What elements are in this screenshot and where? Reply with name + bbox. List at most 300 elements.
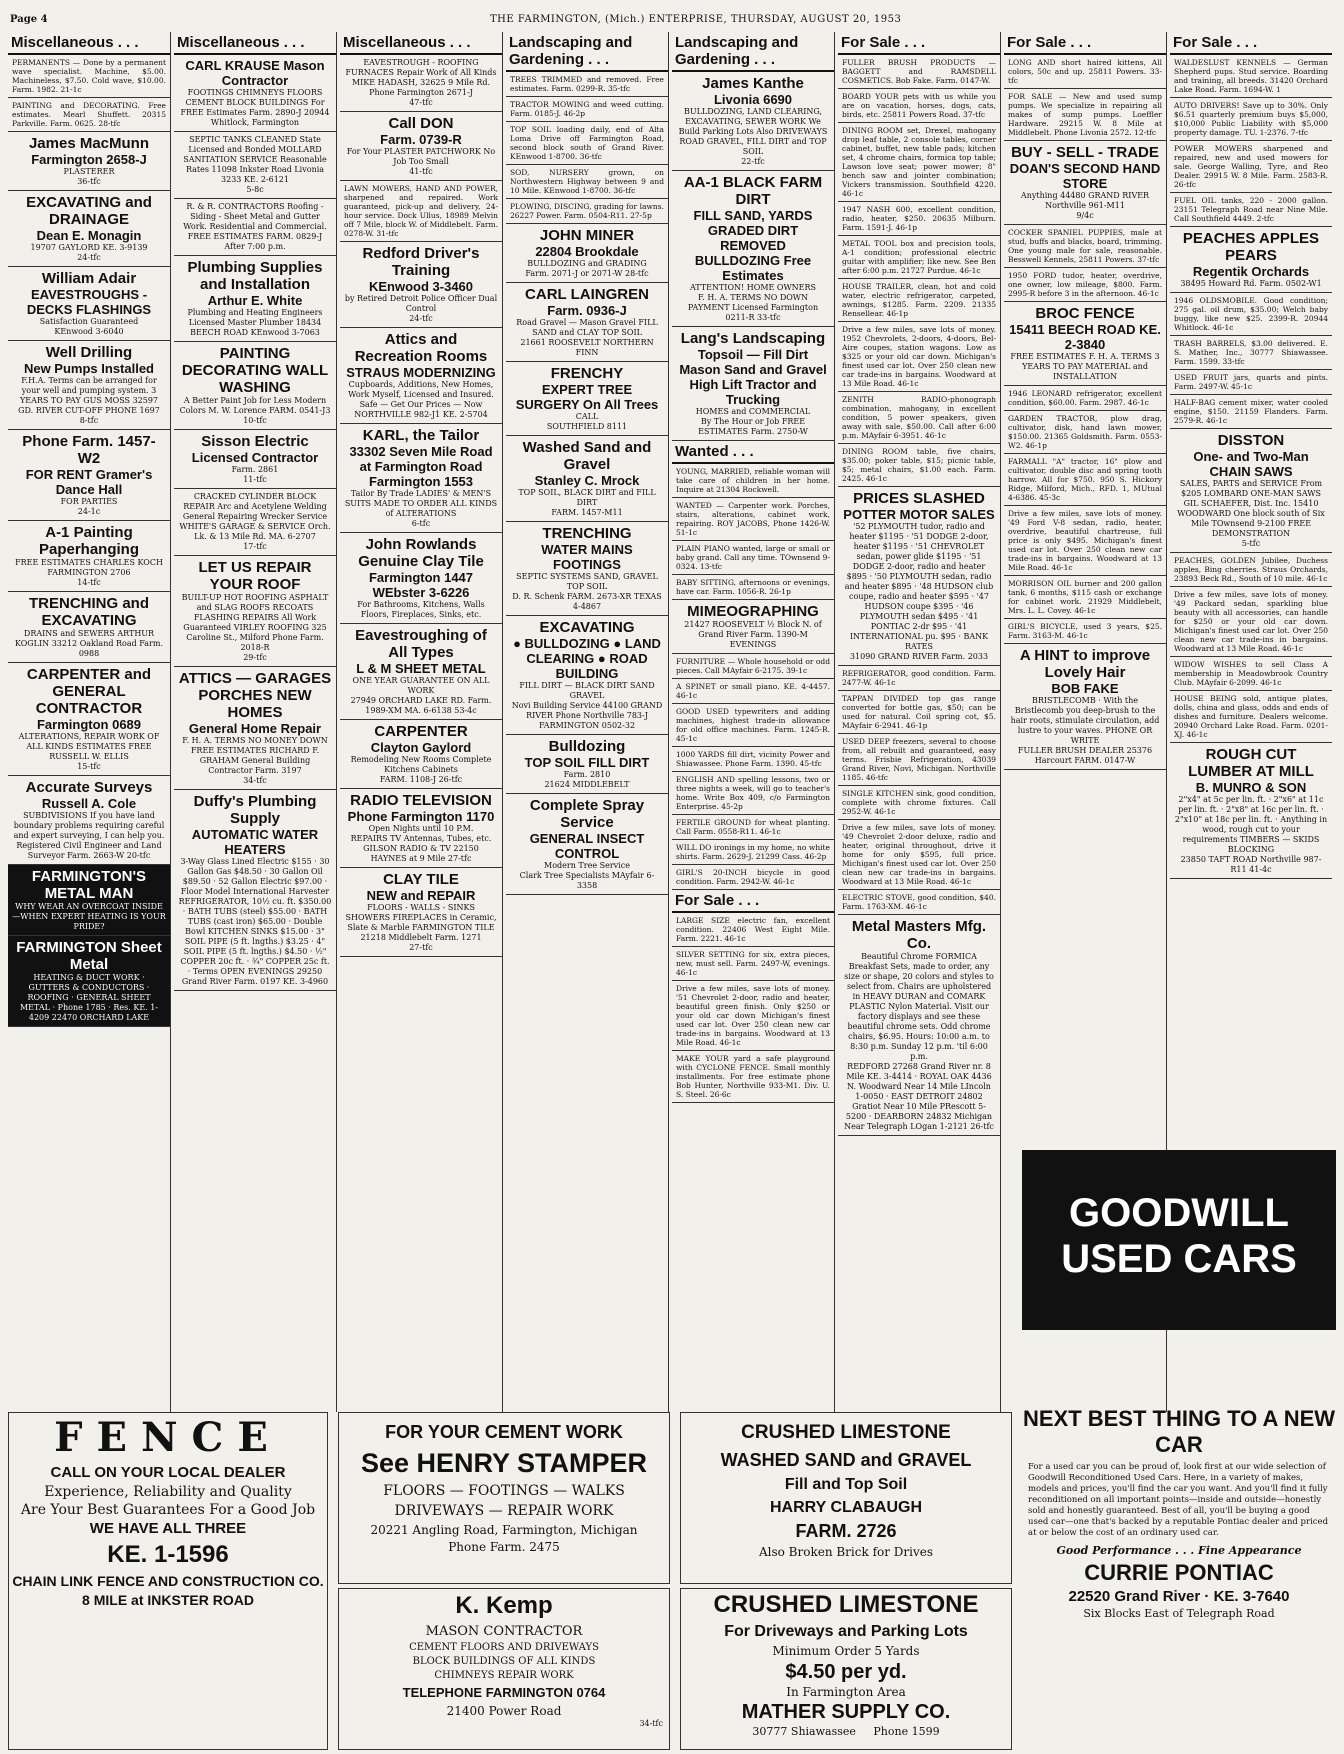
display-ad (672, 600, 834, 654)
stamper-ad (338, 1412, 670, 1584)
ad-text: A SPINET or small piano. KE. 4-4457. 46-1c (676, 682, 830, 700)
column-3 (340, 32, 503, 1412)
display-ad (506, 522, 668, 616)
ad-tail: Farm. 2071-J or 2071-W 28-tfc (525, 269, 649, 278)
ad-head: Bulldozing (548, 738, 626, 755)
display-ad (174, 55, 336, 132)
ad-head: CARPENTER and GENERAL CONTRACTOR (26, 666, 152, 717)
display-ad (8, 132, 170, 191)
display-ad (672, 171, 834, 327)
ad-text: FUEL OIL tanks, 220 - 2000 gallon. 23151 Telegraph Road near Nine Mile. Call Southfield 4449. 2-tfc (1174, 196, 1328, 223)
fence-ad-phone: KE. 1-1596 (107, 1541, 229, 1568)
ad-big: EXPERT TREE SURGERY On All Trees (515, 382, 659, 412)
ad-text: LARGE SIZE electric fan, excellent condition. 22406 West Eight Mile. Farm. 2221. 46-1c (676, 916, 830, 943)
stamper-ad-phone: Phone Farm. 2475 (448, 1540, 560, 1554)
classified-ad (1170, 691, 1332, 743)
ad-big: Farmington 0689 (36, 717, 142, 732)
section-heading: Miscellaneous . . . (340, 32, 502, 55)
display-ad (174, 342, 336, 430)
ad-text: BULLDOZING and GRADING (527, 259, 647, 268)
mather-ad-price: $4.50 per yd. (785, 1661, 907, 1683)
fence-ad (8, 1412, 328, 1750)
classified-ad (506, 165, 668, 199)
ad-text: TOP SOIL, BLACK DIRT and FILL DIRT (518, 488, 656, 507)
ad-text: WIDOW WISHES to sell Class A membership in Meadowbrook Country Club. MAyfair 6-2099. 46-1c (1174, 660, 1328, 687)
clabaugh-ad-line: Fill and Top Soil (784, 1476, 908, 1493)
classified-ad (506, 72, 668, 97)
masthead (0, 8, 1344, 28)
ad-text: BOARD YOUR pets with us while you are on vacation, horses, dogs, cats, birds, etc. 25811 Powers Road. 37-tfc (842, 92, 996, 119)
mather-ad-company: MATHER SUPPLY CO. (741, 1701, 951, 1723)
ad-text: Beautiful Chrome FORMICA Breakfast Sets, made to order, any size or shape, 20 colors and styles to select from. Chairs are upholstered in HEAVY DURAN and COMARK PLASTIC Nylon Material. Visit our factory displays and see these beautiful chrome sets. Odd chrome chairs, $6.95. Hours: 10:00 a.m. to 8:30 p.m. Sunday 12 p.m. 'til 6:00 p.m. (844, 952, 994, 1061)
ad-head: FARMINGTON Sheet Metal (16, 939, 162, 973)
ad-tail: 21624 MIDDLEBELT (544, 780, 630, 789)
ad-tail: REPAIRS TV Antennas, Tubes, etc. GILSON RADIO & TV 22150 HAYNES at 9 Mile 27-tfc (350, 834, 492, 863)
section-heading: Miscellaneous . . . (8, 32, 170, 55)
ad-text: Road Gravel — Mason Gravel FILL SAND and CLAY TOP SOIL (516, 318, 658, 337)
ad-text: CALL (575, 412, 599, 421)
ad-head: William Adair (41, 270, 137, 287)
ad-text: F. H. A. TERMS NO MONEY DOWN FREE ESTIMATES RICHARD F. GRAHAM General Building Contractor Farm. 3197 (182, 736, 328, 775)
ad-text: FILL DIRT — BLACK DIRT SAND GRAVEL (519, 681, 655, 700)
ad-head: PEACHES APPLES PEARS (1182, 230, 1320, 264)
classified-ad (838, 322, 1000, 392)
clabaugh-ad-line: Also Broken Brick for Drives (758, 1545, 934, 1559)
ad-text: FERTILE GROUND for wheat planting. Call Farm. 0558-R11. 46-1c (676, 818, 830, 836)
ad-big: Russell A. Cole (41, 796, 137, 811)
fence-ad-line: WE HAVE ALL THREE (89, 1520, 247, 1537)
column-5 (672, 32, 835, 1412)
display-ad (174, 556, 336, 667)
ad-text: YOUNG, MARRIED, reliable woman will take care of children in her home. Inquire at 21304 Rockwell. (676, 467, 830, 494)
classified-ad (1004, 411, 1166, 454)
ad-text: 38495 Howard Rd. Farm. 0502-W1 (1180, 279, 1322, 288)
ad-head: PRICES SLASHED (853, 490, 985, 507)
ad-big: CARL KRAUSE Mason Contractor (185, 58, 325, 88)
ad-text: GARDEN TRACTOR, plow drag, cultivator, disk, hand lawn mower, $150.00. 21365 Goldsmith. Farm. 0553-W2. 46-1p (1008, 414, 1162, 450)
ad-head: James MacMunn (28, 135, 150, 152)
ad-head: BUY - SELL - TRADE (1011, 144, 1159, 161)
ad-head: TRENCHING (542, 525, 632, 542)
column-1 (8, 32, 171, 1412)
ad-tail: 47-tfc (409, 98, 433, 107)
classified-ad (672, 704, 834, 747)
classified-ad (1004, 225, 1166, 268)
classified-ad (506, 97, 668, 122)
ad-big: KEnwood 3-3460 (368, 279, 474, 294)
display-ad (506, 224, 668, 283)
classified-ad (838, 820, 1000, 890)
stamper-ad-line: DRIVEWAYS — REPAIR WORK (394, 1503, 614, 1519)
section-heading: Wanted . . . (672, 441, 834, 464)
ad-text: Cupboards, Additions, New Homes, Work Myself, Licensed and Insured. Safe — Get Our Prices — Now (348, 380, 494, 409)
ad-text: 2"x4" at 5c per lin. ft. · 2"x6" at 11c per lin. ft. · 2"x8" at 16c per lin. ft. · 2"x10" at 18c per lin. ft. · Anything in wood, rough cut to your requirements TIMBERS — SKIDS BLOCKING (1174, 795, 1328, 854)
classified-ad (340, 181, 502, 242)
ad-big: Regentik Orchards (1192, 264, 1310, 279)
display-ad (340, 533, 502, 624)
ad-big: Topsoil — Fill Dirt Mason Sand and Gravel High Lift Tractor and Trucking (679, 347, 827, 407)
ad-text: TRACTOR MOWING and weed cutting. Farm. 0185-J. 46-2p (510, 100, 664, 118)
ad-head: KARL, the Tailor (362, 427, 480, 444)
ad-head: Washed Sand and Gravel (522, 439, 652, 473)
display-ad (672, 327, 834, 441)
ad-text: HALF-BAG cement mixer, water cooled engine, $150. 21159 Flanders. Farm. 2579-R. 46-1c (1174, 398, 1328, 425)
classified-ad (1170, 553, 1332, 587)
classified-ad (1170, 98, 1332, 141)
ad-text: FREE ESTIMATES CHARLES KOCH FARMINGTON 2706 (15, 558, 163, 577)
ad-text: R. & R. CONTRACTORS Roofing - Siding - Sheet Metal and Gutter Work. Residential and Commercial. FREE ESTIMATES FARM. 0829-J After 7:00 p.m. (183, 202, 327, 251)
ad-text: POWER MOWERS sharpened and repaired, new and used mowers for sale. George Walling, Tyre, and Reo Dealer. 29915 W. 8 Mile. Farm. 2583-R. 26-tfc (1174, 144, 1328, 189)
ad-head: MIMEOGRAPHING (687, 603, 819, 620)
classified-ad (672, 913, 834, 947)
ad-tail: 34-tfc (243, 776, 267, 785)
column-2 (174, 32, 337, 1412)
ad-text: PEACHES, GOLDEN Jubilee, Duchess apples, Bing cherries. Straus Orchards, 23893 Beck Rd., South of 10 mile. 46-1c (1174, 556, 1328, 583)
ad-tail: 21661 ROOSEVELT NORTHERN FINN (520, 338, 654, 357)
classified-ad (672, 464, 834, 498)
ad-head: A HINT to improve Lovely Hair (1019, 647, 1151, 681)
display-ad (1004, 302, 1166, 386)
display-ad (506, 616, 668, 735)
display-ad (506, 735, 668, 794)
classified-ad (1170, 587, 1332, 657)
stamper-ad-line: FOR YOUR CEMENT WORK (385, 1422, 623, 1442)
fence-ad-line: CALL ON YOUR LOCAL DEALER (50, 1464, 286, 1481)
kemp-ad-code: 34-tfc (639, 1719, 663, 1728)
classified-ad (838, 279, 1000, 322)
ad-text: WALDESLUST KENNELS — German Shepherd pups. Stud service. Boarding and training, all breeds. 31420 Orchard Lake Road. Farm. 1694-W. 1 (1174, 58, 1328, 94)
classified-ad (672, 747, 834, 772)
ad-head: Metal Masters Mfg. Co. (851, 918, 987, 952)
classified-ad (672, 981, 834, 1051)
classified-ad (838, 444, 1000, 487)
display-ad (506, 794, 668, 895)
ad-text: USED DEEP freezers, several to choose from, all rebuilt and guaranteed, easy terms. Frisbie Refrigeration, 43039 Grand River, Novi, Michigan. Northville 1185. 46-tfc (842, 737, 996, 782)
display-ad (8, 865, 170, 936)
ad-text: SOD, NURSERY grown, on Northwestern Highway between 9 and 10 Mile. KEnwood 1-8700. 36-tfc (510, 168, 664, 195)
ad-head: BROC FENCE (1035, 305, 1135, 322)
ad-tail: SOUTHFIELD 8111 (546, 422, 628, 431)
ad-text: Drive a few miles, save lots of money. '51 Chevrolet 2-door, radio and heater, beautiful green finish. Only $250 or your old car down Michigan's finest used car lot. Over 250 clean new car trade-ins in bargains. Woodward at 13 Mile Road. 46-1c (676, 984, 830, 1047)
ad-text: FARMALL "A" tractor, 16" plow and cultivator, double disc and spring tooth harrow. All for $750. 950 S. Hickory Ridge, Milford, Mich., RFD. 1, MUtual 4-6386. 45-3c (1008, 457, 1162, 502)
masthead-title: THE FARMINGTON, (Mich.) ENTERPRISE, THURSDAY, AUGUST 20, 1953 (490, 14, 902, 25)
ad-big: One- and Two-Man CHAIN SAWS (1193, 449, 1309, 479)
ad-text: WANTED — Carpenter work. Porches, stairs, alterations, cabinet work, repairing. ROY JACOBS, Phone 1426-W. 51-1c (676, 501, 830, 537)
ad-tail: 9/4c (1076, 211, 1094, 220)
mather-ad-line: For Driveways and Parking Lots (724, 1623, 968, 1640)
classified-ad (8, 55, 170, 98)
ad-text: PAINTING and DECORATING. Free estimates. Mearl Shuffett. 20315 Parkville. Farm. 0625. 28-tfc (12, 101, 166, 128)
display-ad (340, 424, 502, 533)
ad-text: 21427 ROOSEVELT ½ Block N. of Grand River Farm. 1390-M EVENINGS (684, 620, 822, 649)
ad-head: Plumbing Supplies and Installation (187, 259, 323, 293)
classified-ad (1170, 336, 1332, 370)
ad-big: TOP SOIL FILL DIRT (524, 755, 650, 770)
section-heading: For Sale . . . (1004, 32, 1166, 55)
stamper-ad-name: See HENRY STAMPER (360, 1448, 648, 1478)
display-ad (8, 191, 170, 267)
ad-big: Licensed Contractor (191, 450, 319, 465)
ad-tail: 5-8c (246, 185, 264, 194)
ad-text: FURNITURE — Whole household or odd pieces. Call MAyfair 6-2175. 39-1c (676, 657, 830, 675)
ad-text: FOR SALE — New and used sump pumps. We specialize in repairing all makes of sump pumps. Loeffler Hardware. 29215 W. 8 Mile at Middlebelt. Phone Livonia 2572. 12-tfc (1008, 92, 1162, 137)
ad-head: Accurate Surveys (25, 779, 153, 796)
display-ad (8, 341, 170, 430)
ad-text: ATTENTION! HOME OWNERS (689, 283, 817, 292)
ad-text: '52 PLYMOUTH tudor, radio and heater $1195 · '51 DODGE 2-door, heater $1195 · '51 CHEVROLET sedan, power glide $1195 · '51 DODGE 2-door, radio and heater $895 · '50 PLYMOUTH sedan, radio and heater $895 · '48 HUDSON club coupe, radio and heater $595 · '47 HUDSON coupe $395 · '46 PLYMOUTH sedan $495 · '41 PONTIAC 2-dr $95 · '41 INTERNATIONAL pu. $95 · BANK RATES (844, 522, 994, 651)
classified-ad (838, 890, 1000, 915)
ad-big: Farmington 1447 WEbster 3-6226 (368, 570, 474, 600)
ad-text: COCKER SPANIEL PUPPIES, male at stud, buffs and blacks, board, trimming. One young male for sale, reasonable. Besswell Kennels, 25811 Powers. 37-tfc (1008, 228, 1162, 264)
ad-text: Farm. 2810 (563, 770, 611, 779)
classified-ad (838, 691, 1000, 734)
ad-text: For Bathrooms, Kitchens, Walls Floors, Fireplaces, Sinks, etc. (357, 600, 485, 619)
ad-head: Phone Farm. 1457-W2 (22, 433, 156, 467)
ad-text: 1947 NASH 600, excellent condition, radio, heater, $250. 20635 Milburn. Farm. 1591-J. 46-1p (842, 205, 996, 232)
display-ad (174, 489, 336, 556)
mather-ad-line: Minimum Order 5 Yards (772, 1644, 920, 1658)
mather-ad-address: 30777 Shiawassee Phone 1599 (752, 1725, 940, 1738)
ad-tail: 11-tfc (243, 475, 267, 484)
goodwill-body: For a used car you can be proud of, look first at our wide selection of Goodwill Reconditioned Used Cars. Here, in a variety of makes, models and prices, you'll find the car you want. And you'll find it fully reconditioned on all important points—inside and outside—honestly sold and honestly guaranteed. Best of all, you'll be buying a good used car—one that's backed by a reputable Pontiac dealer and priced at or below the cost of an ordinary used car. (1028, 1462, 1329, 1538)
ad-text: HOMES and COMMERCIAL (695, 407, 811, 416)
classified-ad (1004, 386, 1166, 411)
ad-text: Tailor By Trade LADIES' & MEN'S SUITS MADE TO ORDER ALL KINDS of ALTERATIONS (344, 489, 498, 518)
classified-ad (1004, 55, 1166, 89)
ad-big: Farm. 0936-J (547, 303, 627, 318)
ad-tail: FULLER BRUSH DEALER 25376 Harcourt FARM. 0147-W (1017, 746, 1153, 765)
ad-head: PAINTING DECORATING WALL WASHING (181, 345, 329, 396)
classified-ad (838, 786, 1000, 820)
ad-text: GIRL'S 20-INCH bicycle in good condition. Farm. 2942-W. 46-1c (676, 868, 830, 886)
ad-head: EXCAVATING (539, 619, 635, 636)
ad-text: TRASH BARRELS, $3.00 delivered. E. S. Mather, Inc., 30777 Shiawassee. Farm. 1599. 33-tfc (1174, 339, 1328, 366)
ad-big: 22804 Brookdale (535, 244, 639, 259)
ad-big: General Home Repair (188, 721, 322, 736)
display-ad (340, 789, 502, 868)
ad-head: DISSTON (1217, 432, 1285, 449)
ad-head: FRENCHY (550, 365, 624, 382)
ad-text: TOP SOIL loading daily, end of Alta Loma Drive off Farmington Road, second block south of Grand River. KEnwood 1-8700. 36-tfc (510, 125, 664, 161)
kemp-ad-phone: TELEPHONE FARMINGTON 0764 (402, 1685, 606, 1700)
classified-ad (1170, 657, 1332, 691)
ad-text: WILL DO ironings in my home, no white shirts. Farm. 2629-J. 21299 Cass. 46-2p (676, 843, 830, 861)
ad-tail: Licensed Master Plumber 18434 BEECH ROAD KEnwood 3-7063 (188, 318, 322, 337)
ad-text: Satisfaction Guaranteed (39, 317, 139, 326)
display-ad (340, 112, 502, 181)
ad-head: Complete Spray Service (529, 797, 645, 831)
ad-head: Well Drilling (45, 344, 133, 361)
display-ad (340, 328, 502, 424)
goodwill-location: Six Blocks East of Telegraph Road (1083, 1607, 1275, 1620)
clabaugh-ad-line: CRUSHED LIMESTONE (741, 1422, 951, 1443)
display-ad (174, 132, 336, 199)
ad-text: LONG AND short haired kittens, All colors, 50c and up. 25811 Powers. 33-tfc (1008, 58, 1162, 85)
ad-head: ROUGH CUT LUMBER AT MILL (1188, 746, 1314, 780)
kemp-ad (338, 1588, 670, 1750)
classified-ad (838, 734, 1000, 786)
ad-tail: 23850 TAFT ROAD Northville 987-R11 41-4c (1180, 855, 1322, 874)
kemp-ad-name: K. Kemp (455, 1592, 553, 1619)
ad-text: ELECTRIC STOVE, good condition, $40. Farm. 1763-XM. 46-1c (842, 893, 996, 911)
display-ad (1170, 429, 1332, 553)
ad-tail: FARM. 1108-J 26-tfc (379, 775, 463, 784)
ad-text: WHY WEAR AN OVERCOAT INSIDE—WHEN EXPERT HEATING IS YOUR PRIDE? (12, 902, 166, 931)
ad-text: BULLDOZING, LAND CLEARING, EXCAVATING, SEWER WORK We Build Parking Lots Also DRIVEWAYS ROAD GRAVEL, FILL DIRT and TOP SOIL (678, 107, 828, 156)
ad-text: F.H.A. Terms can be arranged for your well and pumping system. 3 YEARS TO PAY GUS MOSS 32597 GD. RIVER CUT-OFF PHONE 1697 (18, 376, 160, 415)
ad-head: CARPENTER (374, 723, 468, 740)
ad-tail: 14-tfc (77, 578, 101, 587)
ad-head: TRENCHING and EXCAVATING (29, 595, 149, 629)
ad-tail: 27-tfc (409, 943, 433, 952)
fence-ad-line: Experience, Reliability and Quality (44, 1484, 292, 1500)
ad-tail: FARM. 1457-M11 (551, 508, 623, 517)
ad-text: BABY SITTING, afternoons or evenings, have car. Farm. 1056-R. 26-1p (676, 578, 830, 596)
classified-ad (506, 199, 668, 224)
ad-tail: KEnwood 3-6040 (54, 327, 124, 336)
ad-tail: 41-tfc (409, 167, 433, 176)
mather-ad-line: In Farmington Area (786, 1685, 906, 1699)
stamper-ad-line: FLOORS — FOOTINGS — WALKS (383, 1483, 625, 1499)
section-heading: Landscaping and Gardening . . . (506, 32, 668, 72)
classified-ad (672, 498, 834, 541)
ad-tail: REDFORD 27268 Grand River nr. 8 Mile KE. 3-4414 · ROYAL OAK 4436 N. Woodward Near 14 Mile LIncoln 1-0050 · EAST DETROIT 24802 Gratiot Near 10 Mile PRescott 5-5200 · DEARBORN 24832 Michigan Near Telegraph LOgan 1-2121 26-tfc (844, 1062, 994, 1131)
ad-text: Remodeling New Rooms Complete Kitchens Cabinets (350, 755, 492, 774)
kemp-ad-line: MASON CONTRACTOR (425, 1624, 583, 1639)
ad-text: ONE YEAR GUARANTEE ON ALL WORK (352, 676, 490, 695)
display-ad (506, 436, 668, 522)
classified-ad (838, 392, 1000, 444)
classified-ad (672, 575, 834, 600)
ad-text: 1946 LEONARD refrigerator, excellent condition, $60.00. Farm. 2987. 46-1c (1008, 389, 1162, 407)
ad-big: ● BULLDOZING ● LAND CLEARING ● ROAD BUILDING (513, 636, 661, 681)
ad-big: POTTER MOTOR SALES (843, 507, 995, 522)
fence-ad-head: FENCE (54, 1414, 282, 1461)
display-ad (8, 936, 170, 1027)
clabaugh-ad (680, 1412, 1012, 1584)
ad-text: FULLER BRUSH PRODUCTS — BAGGETT and RAMSDELL COSMETICS. Bob Fake. Farm. 0147-W. (842, 58, 996, 85)
ad-text: PLASTERER (63, 167, 115, 176)
display-ad (8, 430, 170, 521)
kemp-ad-line: CHIMNEYS REPAIR WORK (434, 1670, 574, 1681)
ad-text: GIRL'S BICYCLE, used 3 years, $25. Farm. 3163-M. 46-1c (1008, 622, 1162, 640)
display-ad (1170, 743, 1332, 879)
ad-big: Farm. 0739-R (380, 132, 462, 147)
ad-head: Attics and Recreation Rooms (354, 331, 488, 365)
ad-text: Drive a few miles, save lots of money. '49 Packard sedan, sparkling blue beauty with all accessories, can handle for $250 or your old car down. Michigan's finest used car lot. Over 250 clean new car trade-ins in bargains. Woodward at 13 Mile Road. 46-1c (1174, 590, 1328, 653)
ad-text: 3-Way Glass Lined Electric $155 · 30 Gallon Gas $48.50 · 30 Gallon Oil $89.50 · 52 Gallon Electric $97.00 · Floor Model International Harvester REFRIGERATOR, 10½ cu. ft. $350.00 · BATH TUBS (steel) $55.00 · BATH TUBS (cast iron) $65.00 · Double Bowl KITCHEN SINKS $15.00 · 3" SOIL PIPE (5 ft. lngths.) $3.25 · 4" SOIL PIPE (5 ft. lngths.) $4.50 · ½" COPPER 20c ft. · ¾" COPPER 25c ft. · Terms OPEN EVENINGS 29250 Grand River Farm. 0197 KE. 3-4960 (178, 857, 332, 986)
ad-text: A Better Paint Job for Less Modern Colors M. W. Lorence FARM. 0541-J3 (179, 396, 331, 415)
stamper-ad-address: 20221 Angling Road, Farmington, Michigan (370, 1523, 638, 1537)
ad-head: JOHN MINER (539, 227, 635, 244)
ad-head: James Kanthe (702, 75, 804, 92)
classified-ad (672, 772, 834, 815)
ad-big: FOR RENT Gramer's Dance Hall (25, 467, 153, 497)
ad-tail: 24-1c (77, 507, 101, 516)
classified-ad (1004, 619, 1166, 644)
classified-ad (838, 666, 1000, 691)
ad-big: DOAN'S SECOND HAND STORE (1009, 161, 1161, 191)
ad-big: 33302 Seven Mile Road at Farmington Road Farmington 1553 (349, 444, 493, 489)
display-ad (1004, 141, 1166, 225)
ad-tail: 29-tfc (243, 653, 267, 662)
goodwill-sign-text: GOODWILL USED CARS (1061, 1191, 1297, 1281)
ad-head: John Rowlands Genuine Clay Tile (358, 536, 484, 570)
section-heading: For Sale . . . (838, 32, 1000, 55)
ad-text: ZENITH RADIO-phonograph combination, mahogany, in excellent condition, 5 power speakers, given away with sale, $50.00. Call after 6:00 p.m. MAyfair 6-3951. 46-1c (842, 395, 996, 440)
fence-ad-line: Are Your Best Guarantees For a Good Job (20, 1502, 316, 1518)
classified-ad (1004, 268, 1166, 302)
ad-text: DINING ROOM set, Drexel, mahogany drop leaf table, 2 console tables, corner cabinet, buffet, new table pads; kitchen set, 4 chrome chairs, formica top table; Lawson love seat; power mower; 8" bench saw and jointer combination; Vickers transmission. Southfield 4220. 46-1c (842, 126, 996, 198)
classified-ad (672, 654, 834, 679)
display-ad (174, 199, 336, 256)
ad-text: REFRIGERATOR, good condition. Farm. 2477-W. 46-1c (842, 669, 996, 687)
column-4 (506, 32, 669, 1412)
mather-ad (680, 1588, 1012, 1750)
clabaugh-ad-name: HARRY CLABAUGH (770, 1499, 922, 1516)
classified-ad (1004, 506, 1166, 576)
display-ad (174, 667, 336, 790)
ad-tail: 22-tfc (741, 157, 765, 166)
classified-ad (1170, 141, 1332, 193)
ad-big: Livonia 6690 (713, 92, 793, 107)
ad-text: 19707 GAYLORD KE. 3-9139 (30, 243, 148, 252)
ad-tail: 15-tfc (77, 762, 101, 771)
ad-text: by Retired Detroit Police Officer Dual Control (344, 294, 498, 313)
kemp-ad-line: BLOCK BUILDINGS OF ALL KINDS (412, 1656, 596, 1667)
ad-text: Farm. 2861 (231, 465, 279, 474)
ad-big: Phone Farmington 1170 (347, 809, 495, 824)
ad-text: EAVESTROUGH - ROOFING FURNACES Repair Work of All Kinds MIKE HADASH, 32625 9 Mile Rd. Phone Farmington 2671-J (345, 58, 497, 97)
ad-tail: 10-tfc (243, 416, 267, 425)
classified-ad (672, 815, 834, 840)
ad-text: FREE ESTIMATES F. H. A. TERMS 3 YEARS TO PAY MATERIAL and INSTALLATION (1010, 352, 1160, 381)
classified-ad (8, 98, 170, 132)
ad-head: CARL LAINGREN (525, 286, 649, 303)
ad-big: STRAUS MODERNIZING (346, 365, 496, 380)
display-ad (340, 624, 502, 720)
ad-tail: Novi Building Service 44100 GRAND RIVER Phone Northville 783-J FARMINGTON 0502-32 (511, 701, 663, 730)
ad-head: AA-1 BLACK FARM DIRT (683, 174, 823, 208)
fence-ad-company: CHAIN LINK FENCE AND CONSTRUCTION CO. (12, 1573, 324, 1589)
ad-head: A-1 Painting Paperhanging (38, 524, 139, 558)
column-6 (838, 32, 1001, 1412)
section-heading: Miscellaneous . . . (174, 32, 336, 55)
ad-text: HOUSE BEING sold, antique plates, dolls, china and glass, odds and ends of dishes and furniture. Dealers welcome. 20940 Orchard Lake Road. Farm. 0201-XJ. 46-1c (1174, 694, 1328, 739)
display-ad (8, 776, 170, 865)
ad-text: Anything 44480 GRAND RIVER Northville 961-M11 (1020, 191, 1150, 210)
display-ad (1170, 227, 1332, 293)
ad-text: DRAINS and SEWERS ARTHUR KOGLIN 33212 Oakland Road Farm. 0988 (14, 629, 164, 658)
ad-big: GENERAL INSECT CONTROL (529, 831, 645, 861)
classified-ad (838, 236, 1000, 279)
display-ad (838, 487, 1000, 666)
display-ad (1004, 644, 1166, 770)
ad-text: HOUSE TRAILER, clean, hot and cold water, electric refrigerator, carpeted, awnings, $1285. Farm. 2209. 21335 Rensellear. 46-1p (842, 282, 996, 318)
ad-text: LAWN MOWERS, HAND AND POWER, sharpened and repaired. Work guaranteed, pick-up and delivery, 24-hour service. Dock Ullus, 18989 Melvin off 7 Mile, block W. of Middlebelt. Farm. 0278-W. 31-tfc (344, 184, 498, 238)
ad-text: Open Nights until 10 P.M. (368, 824, 474, 833)
ad-tail: 17-tfc (243, 542, 267, 551)
section-heading: Landscaping and Gardening . . . (672, 32, 834, 72)
classified-ad (838, 55, 1000, 89)
clabaugh-ad-phone: FARM. 2726 (795, 1521, 897, 1541)
ad-text: PERMANENTS — Done by a permanent wave specialist. Machine, $5.00. Machineless, $7.50. Cold wave, $10.00. Farm. 1982. 21-1c (12, 58, 166, 94)
goodwill-ad-lower: NEXT BEST THING TO A NEW CAR For a used car you can be proud of, look first at our wide selection of Goodwill Reconditioned Used Cars. Here, in a variety of makes, models and prices, you'll find the car you want. And you'll find it fully reconditioned on all important points—inside and outside—honestly sold and honestly guaranteed. Best of all, you'll be buying a good used car—one that's backed by a reputable Pontiac dealer and priced at or below the cost of an ordinary used car. Good Performance . . . Fine Appearance CURRIE PONTIAC 22520 Grand River · KE. 3-7640 Six Blocks East of Telegraph Road (1022, 1406, 1336, 1620)
classified-ad (506, 122, 668, 165)
page-number: Page 4 (10, 14, 48, 25)
ad-text: HEATING & DUCT WORK · GUTTERS & CONDUCTORS · ROOFING · GENERAL SHEET METAL · Phone 1785 · Res. KE. 1-4209 22470 ORCHARD LAKE (19, 973, 159, 1022)
ad-big: B. MUNRO & SON (1195, 780, 1307, 795)
